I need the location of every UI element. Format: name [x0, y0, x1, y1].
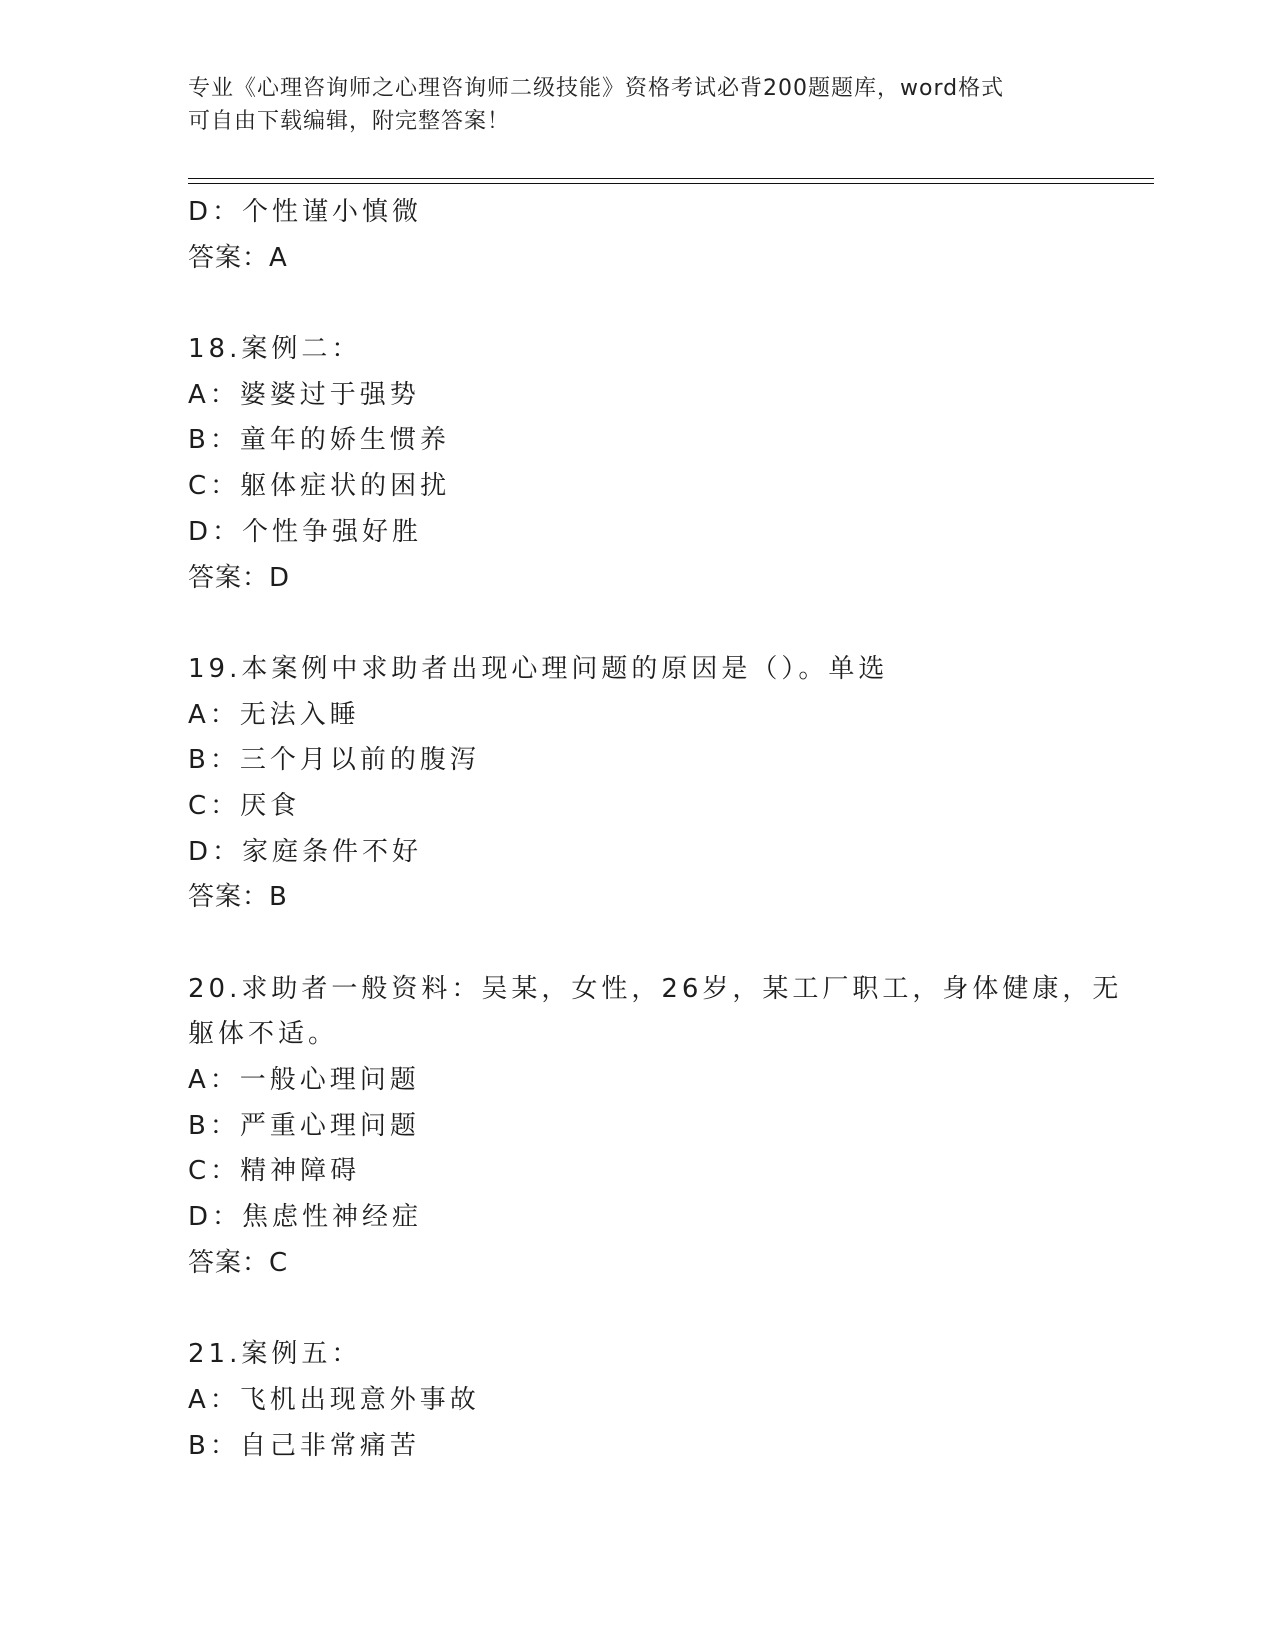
- option-a: A：一般心理问题: [188, 1065, 420, 1096]
- question-block-20: [188, 967, 1123, 1287]
- question-block-19: [188, 647, 1108, 921]
- option-d: D：焦虑性神经症: [188, 1202, 423, 1233]
- option-c: C：精神障碍: [188, 1156, 361, 1187]
- question-block-21: [188, 1332, 1108, 1469]
- option-a: A：飞机出现意外事故: [188, 1384, 480, 1415]
- header-divider-bottom: [188, 183, 1154, 184]
- question-block-18: [188, 327, 1108, 601]
- header-title-line-2: 可自由下载编辑，附完整答案！: [188, 109, 511, 134]
- spacer: [188, 921, 1108, 967]
- spacer: [188, 601, 1108, 647]
- spacer: [188, 1287, 1108, 1333]
- question-block-previous: [188, 190, 1108, 281]
- option-b: B：童年的娇生惯养: [188, 425, 450, 456]
- header-divider-top: [188, 178, 1154, 179]
- option-b: B：严重心理问题: [188, 1110, 420, 1141]
- option-b: B：自己非常痛苦: [188, 1430, 420, 1461]
- option-a: A：婆婆过于强势: [188, 379, 420, 410]
- question-list: [188, 190, 1123, 1469]
- option-d: D：家庭条件不好: [188, 836, 423, 867]
- header-title-line-1: 专业《心理咨询师之心理咨询师二级技能》资格考试必背200题题库，word格式: [188, 76, 1005, 101]
- document-header: [188, 72, 1088, 138]
- answer-line: 答案：B: [188, 882, 288, 913]
- question-stem-line-2: 躯体不适。: [188, 1019, 339, 1050]
- question-stem: 21.案例五：: [188, 1339, 362, 1370]
- question-stem-line-1: 20.求助者一般资料：吴某，女性，26岁，某工厂职工，身体健康，无: [188, 973, 1123, 1004]
- option-c: C：躯体症状的困扰: [188, 471, 451, 502]
- spacer: [188, 281, 1108, 327]
- option-a: A：无法入睡: [188, 699, 360, 730]
- answer-line: 答案：D: [188, 562, 291, 593]
- answer-line: 答案：C: [188, 1247, 289, 1278]
- question-stem: 18.案例二：: [188, 334, 362, 365]
- option-d: D：个性谨小慎微: [188, 197, 423, 227]
- question-stem: 19.本案例中求助者出现心理问题的原因是（）。单选: [188, 653, 889, 684]
- option-b: B：三个月以前的腹泻: [188, 745, 480, 776]
- option-d: D：个性争强好胜: [188, 516, 423, 547]
- option-c: C：厌食: [188, 790, 301, 821]
- answer-line: 答案：A: [188, 242, 288, 273]
